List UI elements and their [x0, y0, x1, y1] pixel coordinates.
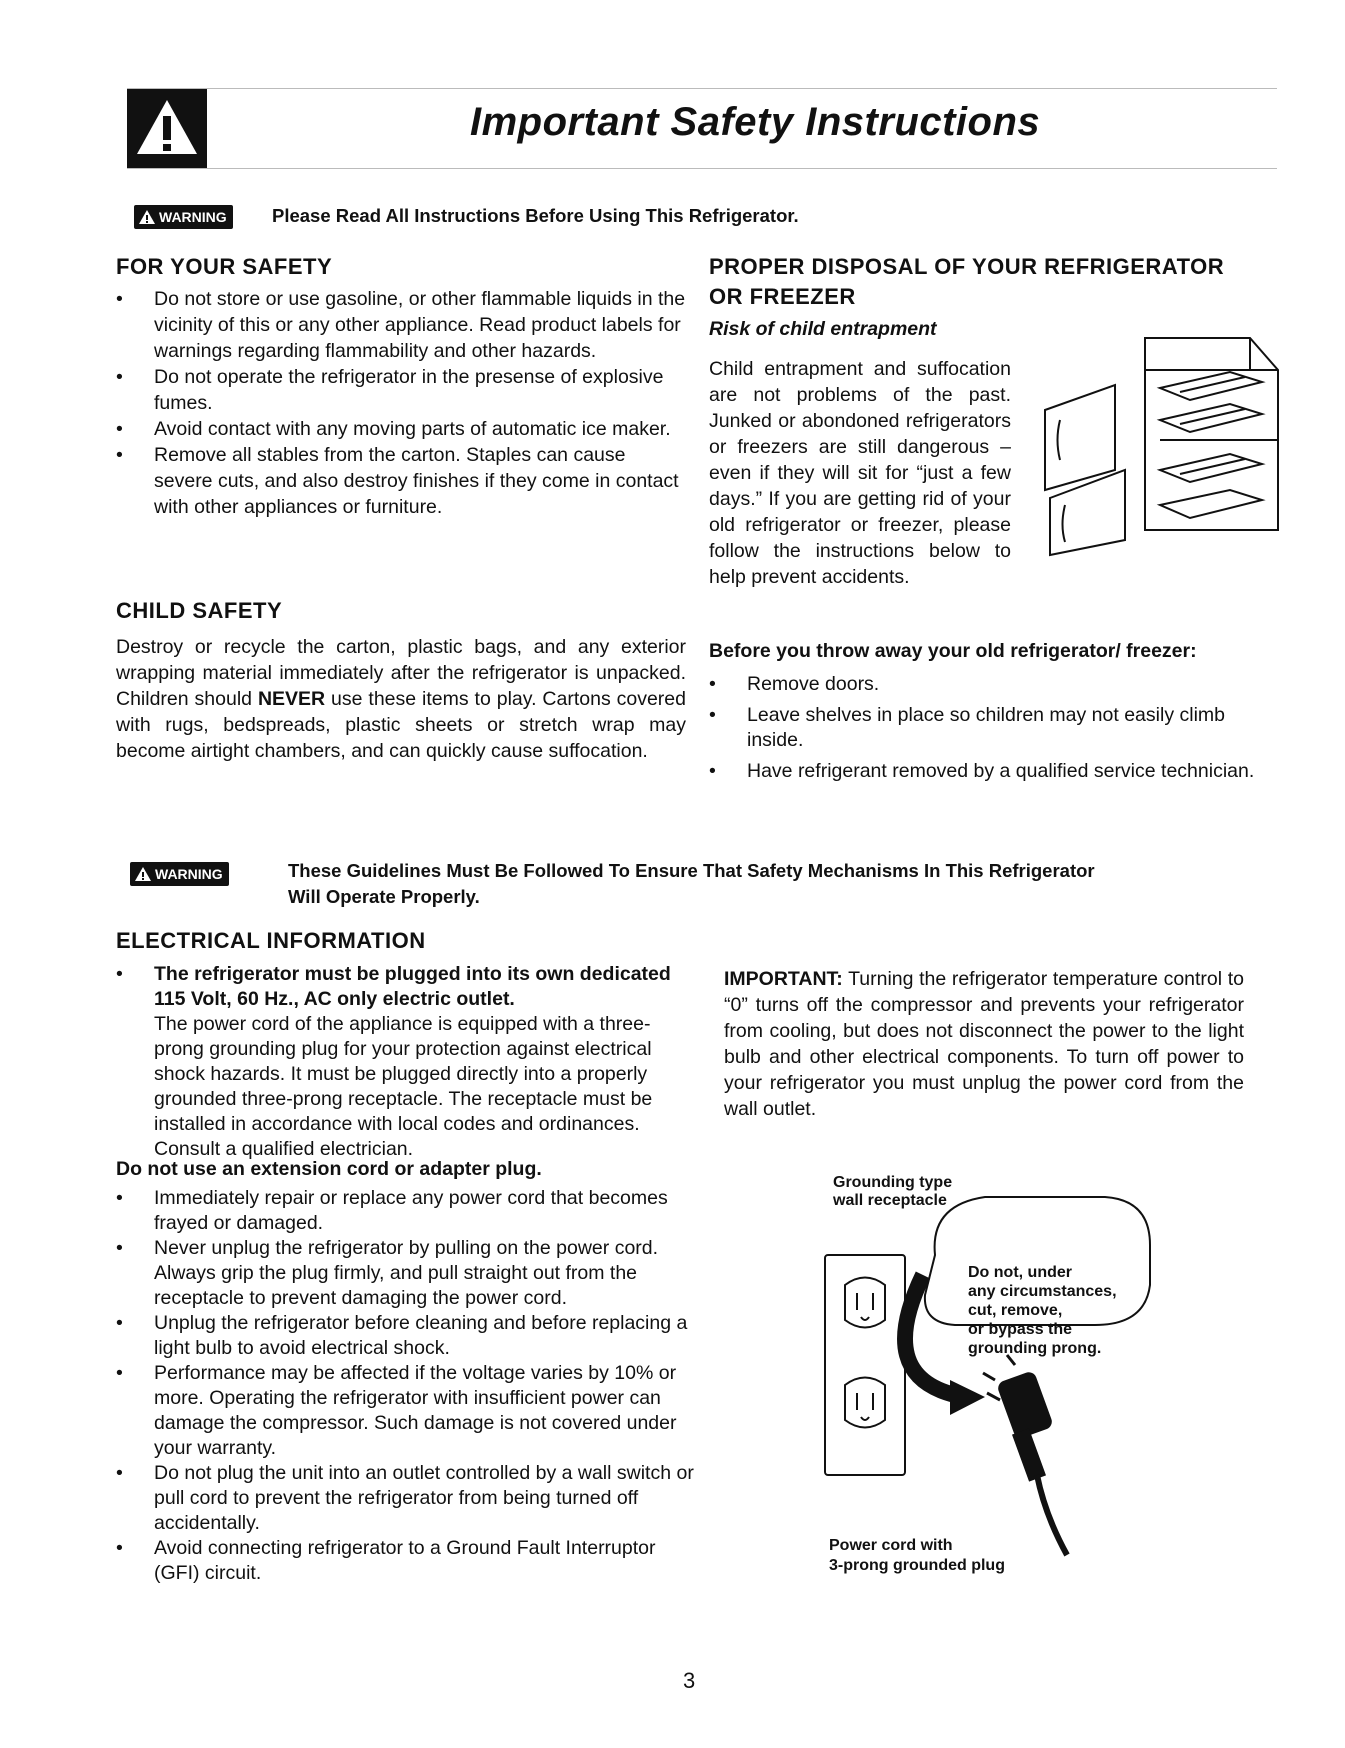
never-emphasis: NEVER — [257, 688, 326, 710]
grounding-plug-text: The power cord of the appliance is equipped with a three-prong grounding plug for your protection against electrical shock hazards. It must be plugged directly into a properly grounded three-prong receptacle. The receptacle must be installed in accordance with local codes and ordinances. Consult a qualified electrician. — [154, 1013, 653, 1160]
list-item: • Do not plug the unit into an outlet controlled by a wall switch or pull cord to prevent the refrigerator from being turned off accidentally. — [116, 1461, 696, 1536]
callout-line: cut, remove, — [968, 1302, 1063, 1319]
before-throw-heading: Before you throw away your old refrigerator/ freezer: — [709, 640, 1197, 662]
receptacle-label-line: wall receptacle — [833, 1192, 947, 1209]
entrapment-paragraph: Child entrapment and suffocation are not problems of the past. Junked or abondoned refrigerators or freezers are still dangerous – even if they will sit for “just a few days.” If you are getting rid of your old refrigerator or freezer, please follow the instructions below to help prevent accidents. — [709, 358, 1011, 588]
dedicated-outlet-requirement: The refrigerator must be plugged into its own dedicated 115 Volt, 60 Hz., AC only electric outlet. — [154, 963, 671, 1010]
grounding-diagram — [805, 1175, 1205, 1575]
callout-line: Do not, under — [968, 1264, 1072, 1281]
warning-badge-label: WARNING — [159, 209, 227, 225]
disposal-list — [709, 672, 1279, 784]
important-label: IMPORTANT: — [724, 968, 843, 990]
grounding-callout — [968, 1263, 1117, 1358]
warning-read-instructions: Please Read All Instructions Before Using This Refrigerator. — [272, 205, 799, 226]
list-item: • Have refrigerant removed by a qualified service technician. — [709, 759, 1279, 784]
callout-line: grounding prong. — [968, 1340, 1102, 1357]
header-rule-bottom — [127, 168, 1277, 169]
risk-subheading: Risk of child entrapment — [709, 318, 937, 340]
list-item: • Avoid connecting refrigerator to a Ground Fault Interruptor (GFI) circuit. — [116, 1536, 696, 1586]
power-cord-label — [829, 1536, 1005, 1576]
page-number: 3 — [683, 1668, 696, 1693]
proper-disposal-heading: PROPER DISPOSAL OF YOUR REFRIGERATOR — [709, 254, 1225, 279]
callout-line: or bypass the — [968, 1321, 1073, 1338]
warning-small-icon — [138, 209, 156, 225]
receptacle-label — [833, 1174, 952, 1210]
warning-guidelines-line1: These Guidelines Must Be Followed To Ensure That Safety Mechanisms In This Refrigerator — [288, 860, 1095, 881]
safety-list — [116, 286, 686, 520]
list-item: • Avoid contact with any moving parts of automatic ice maker. — [116, 416, 686, 442]
page-title: Important Safety Instructions — [470, 100, 1041, 144]
child-safety-text-part: Destroy or recycle the carton, plastic bags, and any exterior wrapping material immediately after the refrigerator is unpacked. Children should — [116, 636, 686, 710]
power-cord-label-line: Power cord with — [829, 1537, 953, 1554]
warning-badge — [134, 205, 233, 229]
list-item: • Do not operate the refrigerator in the presense of explosive fumes. — [116, 364, 686, 416]
warning-badge-label: WARNING — [155, 866, 223, 882]
list-item: • Immediately repair or replace any power cord that becomes frayed or damaged. — [116, 1186, 696, 1236]
callout-line: any circumstances, — [968, 1283, 1117, 1300]
list-item: • Remove doors. — [709, 672, 1279, 697]
list-item: • Performance may be affected if the voltage varies by 10% or more. Operating the refrigerator with insufficient power can damage the compressor. Such damage is not covered under your warranty. — [116, 1361, 696, 1461]
warning-guidelines-line2: Will Operate Properly. — [288, 886, 480, 907]
child-safety-text — [116, 634, 686, 764]
list-item — [116, 962, 696, 1162]
child-safety-text-part: use these items to play. Cartons covered with rugs, bedspreads, plastic sheets or stretch wrap may become airtight chambers, and can quickly cause suffocation. — [116, 688, 686, 762]
list-item: • Do not store or use gasoline, or other flammable liquids in the vicinity of this or any other appliance. Read product labels for warnings regarding flammability and other hazards. — [116, 286, 686, 364]
electrical-list-first — [116, 962, 696, 1162]
list-item: • Unplug the refrigerator before cleaning and before replacing a light bulb to avoid electrical shock. — [116, 1311, 696, 1361]
no-extension-cord: Do not use an extension cord or adapter plug. — [116, 1158, 542, 1180]
proper-disposal-heading-2: OR FREEZER — [709, 284, 856, 309]
header-rule-top — [127, 88, 1277, 89]
important-text: Turning the refrigerator temperature control to “0” turns off the compressor and prevents your refrigerator from cooling, but does not disconnect the power to the light bulb and other electrical components. To turn off power to your refrigerator you must unplug the power cord from the wall outlet. — [724, 968, 1244, 1120]
electrical-list — [116, 1186, 696, 1586]
electrical-heading: ELECTRICAL INFORMATION — [116, 928, 426, 953]
warning-triangle-icon — [127, 88, 207, 168]
for-your-safety-heading: FOR YOUR SAFETY — [116, 254, 333, 279]
child-safety-heading: CHILD SAFETY — [116, 598, 283, 623]
list-item: • Remove all stables from the carton. Staples can cause severe cuts, and also destroy finishes if they come in contact with other appliances or furniture. — [116, 442, 686, 520]
warning-small-icon — [134, 866, 152, 882]
power-cord-label-line: 3-prong grounded plug — [829, 1557, 1005, 1574]
list-item: • Leave shelves in place so children may not easily climb inside. — [709, 703, 1279, 753]
open-refrigerator-illustration — [1030, 330, 1280, 560]
list-item: • Never unplug the refrigerator by pulling on the power cord. Always grip the plug firmly, and pull straight out from the receptacle to prevent damaging the power cord. — [116, 1236, 696, 1311]
receptacle-label-line: Grounding type — [833, 1174, 953, 1191]
warning-badge-2 — [130, 862, 229, 886]
important-note — [724, 966, 1244, 1122]
